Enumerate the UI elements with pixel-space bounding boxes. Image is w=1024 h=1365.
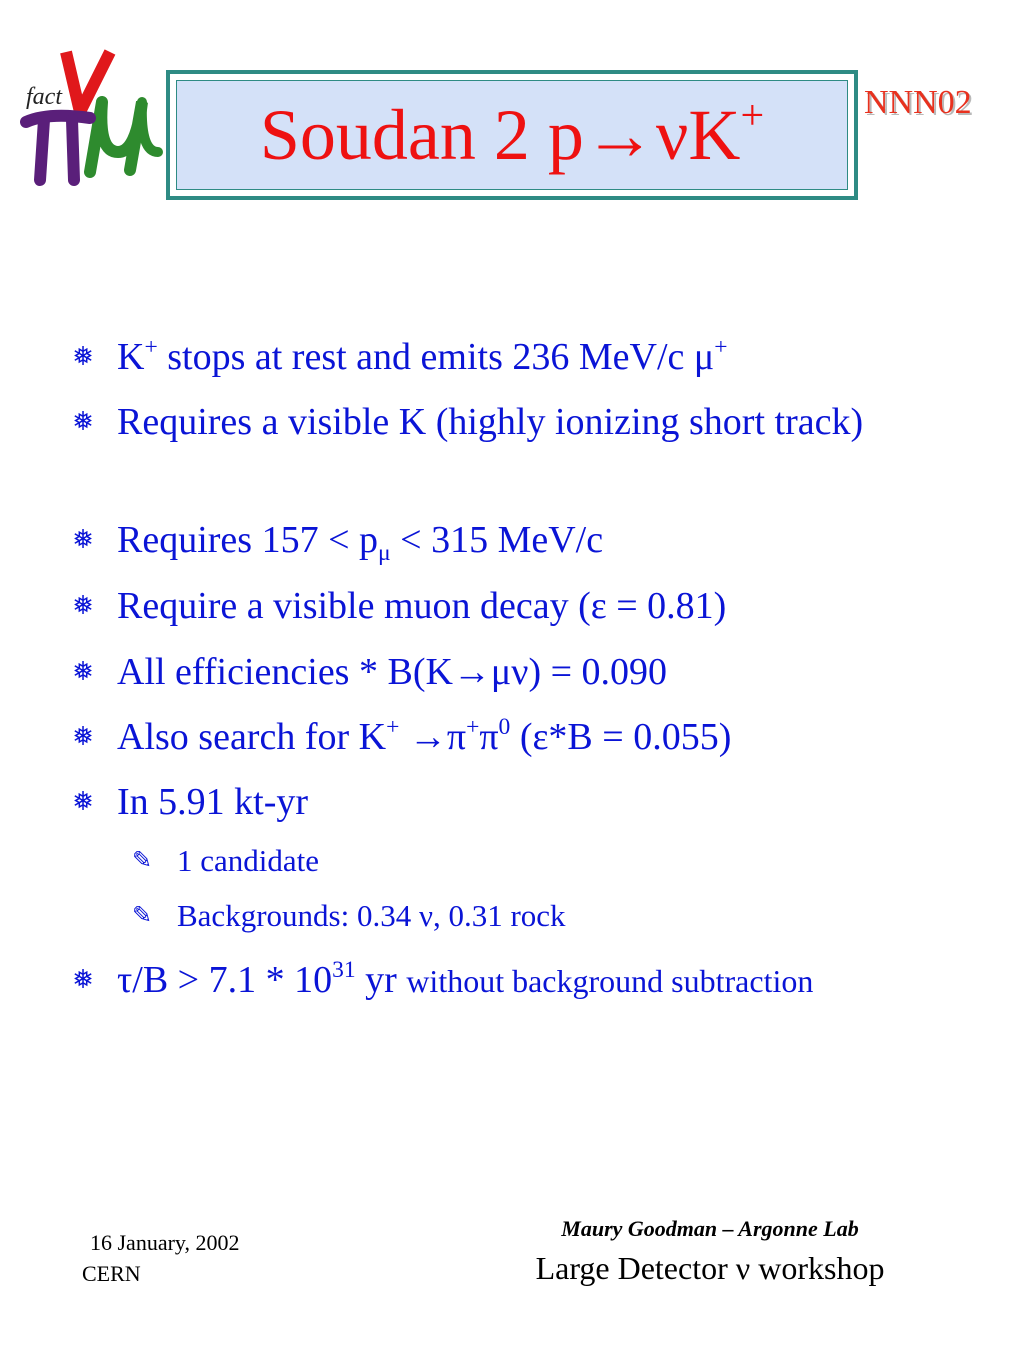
bullet-item [66, 953, 966, 1008]
fact-logo [18, 42, 168, 192]
bullet-item [66, 330, 966, 384]
sub-bullet-item [132, 895, 952, 937]
bullet-item [66, 513, 966, 567]
bullet-text: In 5.91 kt-yr [117, 781, 309, 823]
snowflake-bullet-icon: ❅ [72, 407, 94, 436]
sub-bullet-item [132, 840, 952, 882]
pi-glyph-logo [26, 116, 90, 180]
bullet-text: K+ stops at rest and emits 236 MeV/c μ+ [117, 334, 728, 378]
snowflake-bullet-icon: ❅ [72, 342, 94, 371]
bullet-item [66, 395, 966, 449]
bullet-item [66, 775, 966, 829]
footer-date-location [82, 1227, 240, 1289]
bullet-item [66, 645, 966, 699]
bullet-item [66, 579, 966, 633]
snowflake-bullet-icon: ❅ [72, 965, 94, 994]
footer-author: Maury Goodman – Argonne Lab [561, 1216, 859, 1241]
bullet-text: Requires $157 < p_\mu < 315$ MeV/c [117, 519, 604, 566]
snowflake-bullet-icon: ❅ [72, 657, 94, 686]
bullet-text: All efficiencies * B(K→μν) = 0.090 [117, 651, 668, 693]
footer-location: CERN [82, 1261, 141, 1286]
bullet-text: Also search for $K^+ \to\pi^+\pi^0$ (ε*B = 0.055) [117, 714, 732, 758]
sub-bullet-text: Backgrounds: 0.34 ν, 0.31 rock [177, 898, 566, 933]
footer-date: 16 January, 2002 [90, 1230, 240, 1255]
pencil-bullet-icon: ✎ [132, 848, 153, 874]
title-frame [166, 70, 858, 200]
bullet-item [66, 710, 966, 764]
bullet-text: Require a visible muon decay (ε = 0.81) [117, 585, 727, 627]
pencil-bullet-icon: ✎ [132, 903, 153, 929]
bullet-text: $\tau/B > 7.1 * 10^{31}$ yr without background subtraction [117, 957, 814, 1001]
snowflake-bullet-icon: ❅ [72, 787, 94, 816]
sub-bullet-text: 1 candidate [177, 843, 320, 878]
footer-event: Large Detector ν workshop [535, 1250, 885, 1286]
mu-glyph-logo [90, 102, 158, 172]
logo-wordmark: fact [26, 84, 62, 110]
bullet-text: Requires a visible K (highly ionizing short track) [117, 401, 864, 443]
slide-title: Soudan 2 p→νK+ [259, 93, 765, 175]
snowflake-bullet-icon: ❅ [72, 525, 94, 554]
snowflake-bullet-icon: ❅ [72, 591, 94, 620]
title-panel [176, 80, 848, 190]
conference-tag: NNN02 [864, 84, 972, 121]
snowflake-bullet-icon: ❅ [72, 722, 94, 751]
